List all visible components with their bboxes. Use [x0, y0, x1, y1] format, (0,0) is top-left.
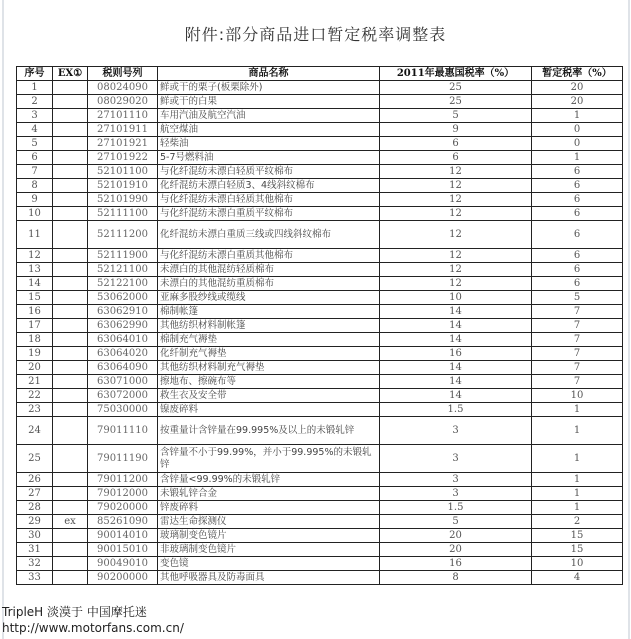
cell-ex	[53, 95, 88, 109]
cell-ex	[53, 165, 88, 179]
table-row	[17, 291, 623, 305]
cell-code: 27101922	[88, 151, 158, 165]
table-row	[17, 165, 623, 179]
cell-ex	[53, 445, 88, 473]
table-row	[17, 375, 623, 389]
cell-temp-rate: 7	[532, 305, 623, 319]
cell-no: 23	[17, 403, 53, 417]
table-row	[17, 249, 623, 263]
cell-name: 车用汽油及航空汽油	[158, 109, 380, 123]
cell-ex	[53, 501, 88, 515]
cell-temp-rate: 6	[532, 277, 623, 291]
table-row	[17, 333, 623, 347]
cell-no: 3	[17, 109, 53, 123]
cell-mfn-rate: 5	[380, 109, 532, 123]
cell-temp-rate: 2	[532, 515, 623, 529]
cell-mfn-rate: 12	[380, 249, 532, 263]
watermark	[2, 604, 184, 636]
cell-code: 63064010	[88, 333, 158, 347]
cell-name: 与化纤混纺未漂白重质其他棉布	[158, 249, 380, 263]
cell-mfn-rate: 6	[380, 151, 532, 165]
cell-ex	[53, 109, 88, 123]
cell-ex	[53, 305, 88, 319]
cell-temp-rate: 6	[532, 165, 623, 179]
cell-mfn-rate: 3	[380, 417, 532, 445]
cell-ex	[53, 403, 88, 417]
cell-no: 6	[17, 151, 53, 165]
table-header-row	[17, 67, 623, 81]
cell-ex	[53, 249, 88, 263]
cell-mfn-rate: 12	[380, 207, 532, 221]
cell-name: 棉制帐篷	[158, 305, 380, 319]
cell-code: 52122100	[88, 277, 158, 291]
cell-no: 19	[17, 347, 53, 361]
cell-code: 85261090	[88, 515, 158, 529]
cell-temp-rate: 15	[532, 529, 623, 543]
watermark-url: http://www.motorfans.com.cn/	[2, 621, 184, 635]
cell-mfn-rate: 6	[380, 137, 532, 151]
cell-no: 2	[17, 95, 53, 109]
cell-temp-rate: 1	[532, 487, 623, 501]
cell-code: 52101100	[88, 165, 158, 179]
cell-name: 含锌量不小于99.99%，并小于99.995%的未锻轧锌	[158, 445, 380, 473]
cell-ex	[53, 543, 88, 557]
cell-code: 52101910	[88, 179, 158, 193]
cell-no: 18	[17, 333, 53, 347]
cell-mfn-rate: 20	[380, 543, 532, 557]
header-name: 商品名称	[158, 67, 380, 81]
cell-mfn-rate: 16	[380, 347, 532, 361]
table-row	[17, 95, 623, 109]
table-row	[17, 137, 623, 151]
cell-code: 27101911	[88, 123, 158, 137]
cell-code: 75030000	[88, 403, 158, 417]
cell-mfn-rate: 25	[380, 81, 532, 95]
cell-temp-rate: 6	[532, 207, 623, 221]
cell-temp-rate: 0	[532, 137, 623, 151]
cell-code: 52101990	[88, 193, 158, 207]
cell-no: 29	[17, 515, 53, 529]
cell-temp-rate: 7	[532, 319, 623, 333]
cell-no: 5	[17, 137, 53, 151]
table-row	[17, 151, 623, 165]
cell-temp-rate: 1	[532, 417, 623, 445]
cell-name: 未漂白的其他混纺轻质棉布	[158, 263, 380, 277]
table-row	[17, 473, 623, 487]
cell-mfn-rate: 20	[380, 529, 532, 543]
cell-temp-rate: 6	[532, 179, 623, 193]
cell-no: 9	[17, 193, 53, 207]
cell-mfn-rate: 25	[380, 95, 532, 109]
table-row	[17, 445, 623, 473]
table-row	[17, 81, 623, 95]
cell-ex	[53, 207, 88, 221]
cell-ex	[53, 81, 88, 95]
table-row	[17, 543, 623, 557]
cell-code: 63064090	[88, 361, 158, 375]
cell-temp-rate: 4	[532, 571, 623, 585]
cell-temp-rate: 1	[532, 403, 623, 417]
cell-mfn-rate: 1.5	[380, 501, 532, 515]
cell-no: 32	[17, 557, 53, 571]
cell-temp-rate: 1	[532, 445, 623, 473]
header-code: 税则号列	[88, 67, 158, 81]
cell-mfn-rate: 12	[380, 165, 532, 179]
cell-ex	[53, 417, 88, 445]
table-row	[17, 403, 623, 417]
cell-ex	[53, 571, 88, 585]
cell-ex	[53, 151, 88, 165]
cell-code: 27101921	[88, 137, 158, 151]
cell-ex	[53, 529, 88, 543]
cell-mfn-rate: 14	[380, 319, 532, 333]
cell-mfn-rate: 8	[380, 571, 532, 585]
cell-no: 20	[17, 361, 53, 375]
cell-code: 08029020	[88, 95, 158, 109]
cell-name: 航空煤油	[158, 123, 380, 137]
cell-ex	[53, 137, 88, 151]
cell-temp-rate: 1	[532, 501, 623, 515]
cell-name: 5-7号燃料油	[158, 151, 380, 165]
cell-name: 鲜或干的白果	[158, 95, 380, 109]
cell-code: 79011200	[88, 473, 158, 487]
cell-temp-rate: 1	[532, 151, 623, 165]
cell-name: 锌废碎料	[158, 501, 380, 515]
cell-mfn-rate: 3	[380, 445, 532, 473]
page-title: 附件:部分商品进口暂定税率调整表	[184, 25, 447, 44]
cell-name: 鲜或干的栗子(板栗除外)	[158, 81, 380, 95]
cell-code: 79011190	[88, 445, 158, 473]
cell-no: 4	[17, 123, 53, 137]
cell-temp-rate: 6	[532, 221, 623, 249]
table-row	[17, 277, 623, 291]
tariff-table	[16, 66, 623, 585]
cell-code: 63064020	[88, 347, 158, 361]
cell-name: 与化纤混纺未漂白轻质其他棉布	[158, 193, 380, 207]
cell-mfn-rate: 3	[380, 487, 532, 501]
cell-no: 14	[17, 277, 53, 291]
cell-no: 25	[17, 445, 53, 473]
cell-no: 22	[17, 389, 53, 403]
table-row	[17, 487, 623, 501]
cell-code: 63071000	[88, 375, 158, 389]
watermark-line1: TripleH 淡漠于 中国摩托迷	[2, 605, 147, 619]
cell-mfn-rate: 14	[380, 361, 532, 375]
cell-ex	[53, 263, 88, 277]
cell-mfn-rate: 12	[380, 193, 532, 207]
cell-ex	[53, 347, 88, 361]
cell-no: 21	[17, 375, 53, 389]
cell-name: 亚麻多股纱线或缆线	[158, 291, 380, 305]
cell-mfn-rate: 12	[380, 221, 532, 249]
table-row	[17, 221, 623, 249]
cell-name: 轻柴油	[158, 137, 380, 151]
cell-temp-rate: 10	[532, 557, 623, 571]
cell-ex	[53, 375, 88, 389]
cell-no: 13	[17, 263, 53, 277]
cell-no: 12	[17, 249, 53, 263]
cell-name: 其他纺织材料制帐篷	[158, 319, 380, 333]
cell-temp-rate: 20	[532, 95, 623, 109]
cell-code: 52121100	[88, 263, 158, 277]
cell-no: 15	[17, 291, 53, 305]
cell-code: 79011110	[88, 417, 158, 445]
cell-code: 52111900	[88, 249, 158, 263]
table-row	[17, 515, 623, 529]
table-row	[17, 389, 623, 403]
cell-temp-rate: 15	[532, 543, 623, 557]
cell-ex	[53, 361, 88, 375]
cell-no: 1	[17, 81, 53, 95]
cell-mfn-rate: 5	[380, 515, 532, 529]
cell-no: 33	[17, 571, 53, 585]
cell-name: 化纤制充气褥垫	[158, 347, 380, 361]
cell-temp-rate: 10	[532, 389, 623, 403]
cell-no: 28	[17, 501, 53, 515]
cell-mfn-rate: 12	[380, 263, 532, 277]
cell-name: 按重量计含锌量在99.995%及以上的未锻轧锌	[158, 417, 380, 445]
cell-no: 10	[17, 207, 53, 221]
table-row	[17, 319, 623, 333]
cell-ex	[53, 389, 88, 403]
cell-name: 变色镜	[158, 557, 380, 571]
cell-name: 擦地布、擦碗布等	[158, 375, 380, 389]
cell-mfn-rate: 12	[380, 179, 532, 193]
header-ex: EX①	[53, 67, 88, 81]
cell-ex	[53, 473, 88, 487]
cell-no: 16	[17, 305, 53, 319]
cell-code: 63062910	[88, 305, 158, 319]
table-row	[17, 347, 623, 361]
table-row	[17, 417, 623, 445]
table-row	[17, 207, 623, 221]
cell-code: 63062990	[88, 319, 158, 333]
header-temp-rate: 暂定税率（%）	[532, 67, 623, 81]
cell-ex	[53, 193, 88, 207]
cell-mfn-rate: 14	[380, 389, 532, 403]
cell-no: 11	[17, 221, 53, 249]
cell-ex	[53, 277, 88, 291]
cell-name: 与化纤混纺未漂白重质平纹棉布	[158, 207, 380, 221]
table-row	[17, 263, 623, 277]
cell-mfn-rate: 1.5	[380, 403, 532, 417]
cell-name: 棉制充气褥垫	[158, 333, 380, 347]
cell-name: 救生衣及安全带	[158, 389, 380, 403]
cell-code: 52111100	[88, 207, 158, 221]
cell-no: 31	[17, 543, 53, 557]
cell-name: 玻璃制变色镜片	[158, 529, 380, 543]
cell-name: 化纤混纺未漂白轻质3、4线斜纹棉布	[158, 179, 380, 193]
cell-code: 90049010	[88, 557, 158, 571]
table-body	[17, 81, 623, 585]
cell-name: 非玻璃制变色镜片	[158, 543, 380, 557]
cell-temp-rate: 20	[532, 81, 623, 95]
cell-ex: ex	[53, 515, 88, 529]
cell-ex	[53, 319, 88, 333]
cell-mfn-rate: 10	[380, 291, 532, 305]
cell-temp-rate: 7	[532, 347, 623, 361]
cell-temp-rate: 6	[532, 263, 623, 277]
cell-name: 未锻轧锌合金	[158, 487, 380, 501]
cell-temp-rate: 7	[532, 333, 623, 347]
cell-mfn-rate: 14	[380, 375, 532, 389]
table-row	[17, 529, 623, 543]
cell-mfn-rate: 9	[380, 123, 532, 137]
cell-code: 63072000	[88, 389, 158, 403]
cell-name: 与化纤混纺未漂白轻质平纹棉布	[158, 165, 380, 179]
cell-code: 52111200	[88, 221, 158, 249]
cell-temp-rate: 1	[532, 109, 623, 123]
cell-no: 7	[17, 165, 53, 179]
cell-name: 未漂白的其他混纺重质棉布	[158, 277, 380, 291]
table-row	[17, 571, 623, 585]
cell-no: 30	[17, 529, 53, 543]
table-row	[17, 123, 623, 137]
table-row	[17, 179, 623, 193]
cell-no: 17	[17, 319, 53, 333]
cell-mfn-rate: 14	[380, 333, 532, 347]
cell-code: 90014010	[88, 529, 158, 543]
cell-ex	[53, 557, 88, 571]
cell-code: 53062000	[88, 291, 158, 305]
cell-code: 79012000	[88, 487, 158, 501]
table-row	[17, 557, 623, 571]
table-row	[17, 109, 623, 123]
cell-mfn-rate: 3	[380, 473, 532, 487]
table-row	[17, 193, 623, 207]
cell-temp-rate: 7	[532, 375, 623, 389]
cell-name: 其他纺织材料制充气褥垫	[158, 361, 380, 375]
cell-no: 24	[17, 417, 53, 445]
cell-name: 其他呼吸器具及防毒面具	[158, 571, 380, 585]
cell-code: 90200000	[88, 571, 158, 585]
cell-no: 8	[17, 179, 53, 193]
table-row	[17, 501, 623, 515]
cell-temp-rate: 0	[532, 123, 623, 137]
cell-temp-rate: 6	[532, 249, 623, 263]
cell-ex	[53, 487, 88, 501]
cell-ex	[53, 333, 88, 347]
cell-name: 化纤混纺未漂白重质三线或四线斜纹棉布	[158, 221, 380, 249]
header-no: 序号	[17, 67, 53, 81]
cell-temp-rate: 7	[532, 361, 623, 375]
cell-code: 79020000	[88, 501, 158, 515]
cell-name: 镍废碎料	[158, 403, 380, 417]
cell-ex	[53, 221, 88, 249]
cell-mfn-rate: 16	[380, 557, 532, 571]
cell-mfn-rate: 14	[380, 305, 532, 319]
cell-code: 08024090	[88, 81, 158, 95]
cell-mfn-rate: 12	[380, 277, 532, 291]
header-mfn-rate: 2011年最惠国税率（%）	[380, 67, 532, 81]
cell-temp-rate: 6	[532, 193, 623, 207]
cell-name: 雷达生命探测仪	[158, 515, 380, 529]
cell-no: 26	[17, 473, 53, 487]
cell-code: 27101110	[88, 109, 158, 123]
cell-code: 90015010	[88, 543, 158, 557]
cell-ex	[53, 291, 88, 305]
table-row	[17, 305, 623, 319]
cell-no: 27	[17, 487, 53, 501]
cell-name: 含锌量<99.99%的未锻轧锌	[158, 473, 380, 487]
cell-temp-rate: 5	[532, 291, 623, 305]
cell-ex	[53, 179, 88, 193]
cell-ex	[53, 123, 88, 137]
cell-temp-rate: 1	[532, 473, 623, 487]
table-row	[17, 361, 623, 375]
